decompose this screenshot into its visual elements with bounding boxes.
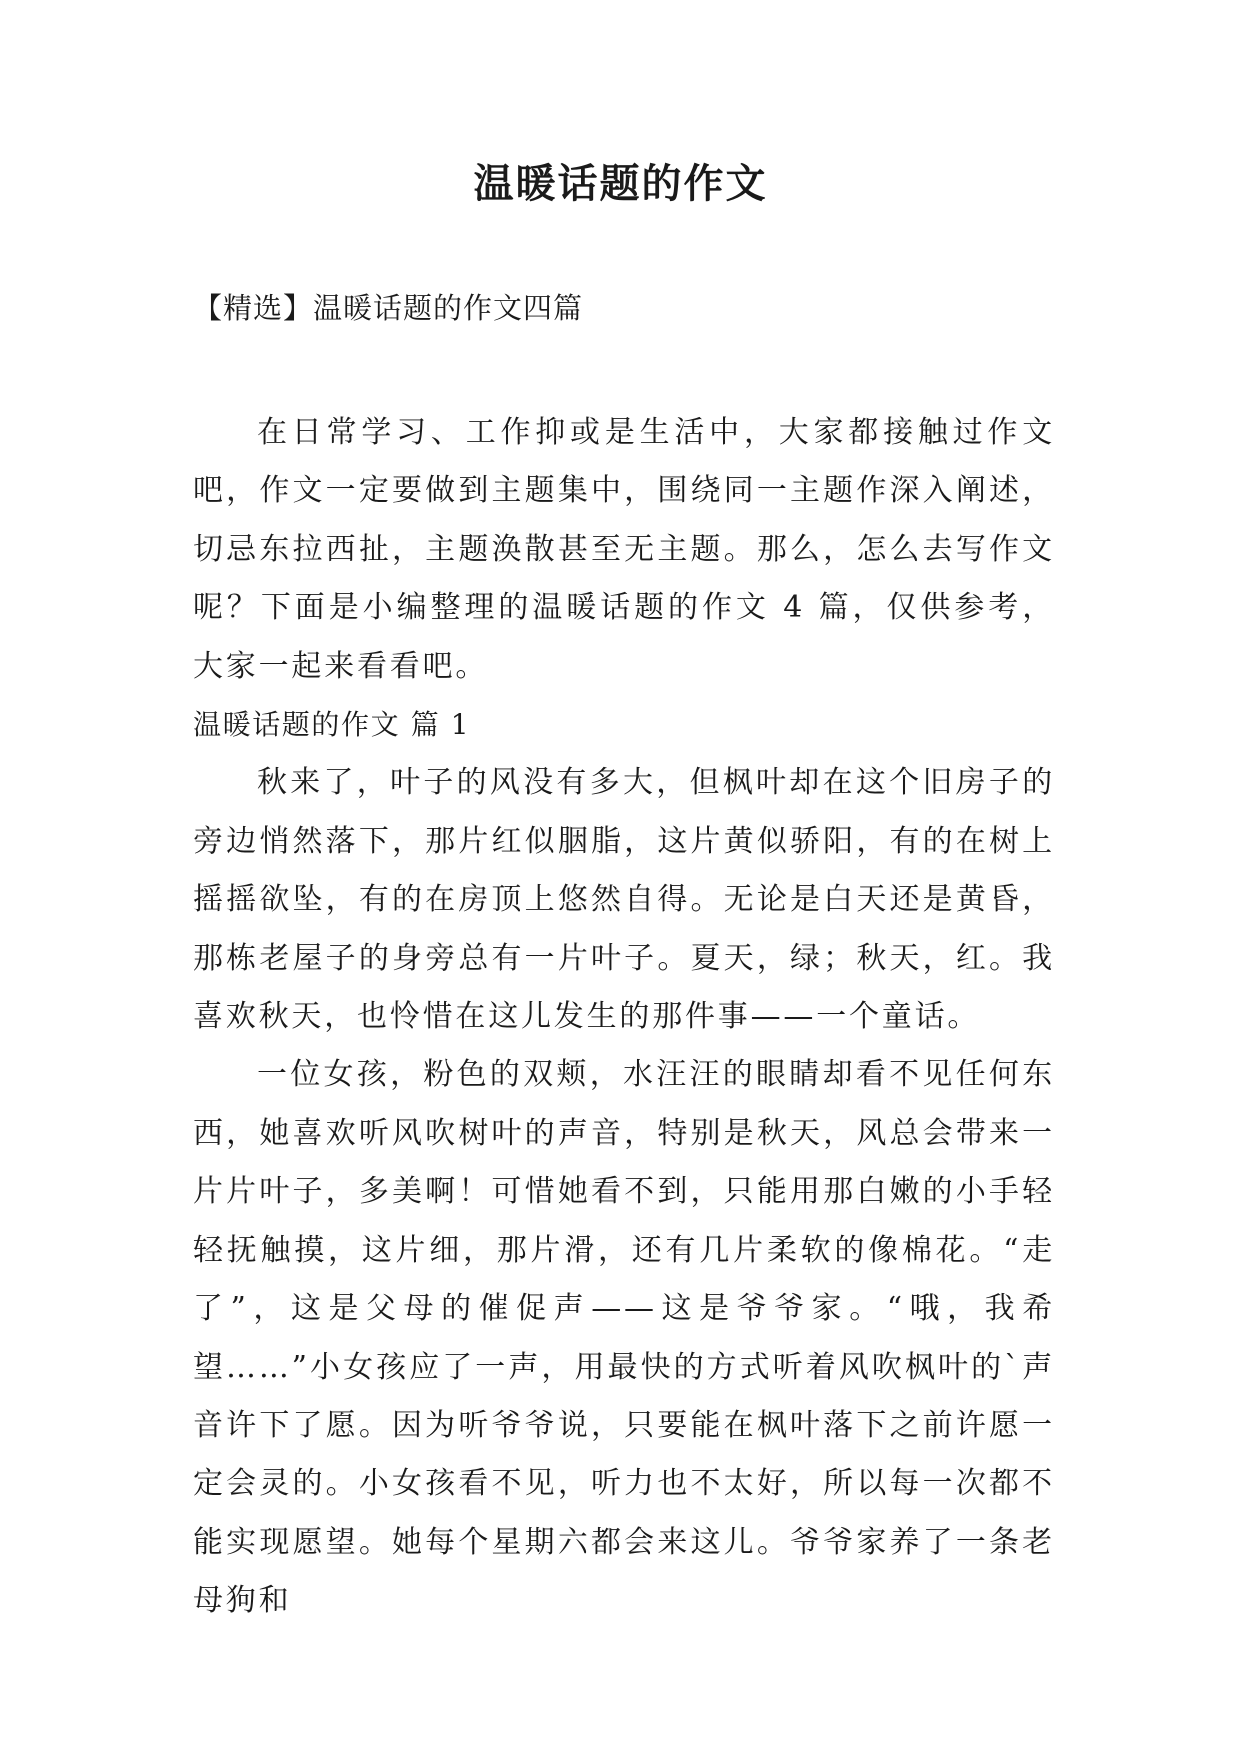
document-title: 温暖话题的作文	[473, 160, 768, 207]
document-body	[193, 404, 1055, 1631]
document-subtitle: 【精选】温暖话题的作文四篇	[193, 291, 584, 325]
section-heading: 温暖话题的作文 篇 1	[193, 708, 471, 742]
body-paragraph: 秋来了，叶子的风没有多大，但枫叶却在这个旧房子的旁边悄然落下，那片红似胭脂，这片黄似骄阳，有的在树上摇摇欲坠，有的在房顶上悠然自得。无论是白天还是黄昏，那栋老屋子的身旁总有一片叶子。夏天，绿；秋天，红。我喜欢秋天，也怜惜在这儿发生的那件事——一个童话。	[193, 765, 1055, 1035]
body-paragraph: 一位女孩，粉色的双颊，水汪汪的眼睛却看不见任何东西，她喜欢听风吹树叶的声音，特别是秋天，风总会带来一片片叶子，多美啊！可惜她看不到，只能用那白嫩的小手轻轻抚触摸，这片细，那片滑，还有几片柔软的像棉花。“走了”，这是父母的催促声——这是爷爷家。“哦，我希望……”小女孩应了一声，用最快的方式听着风吹枫叶的`声音许下了愿。因为听爷爷说，只要能在枫叶落下之前许愿一定会灵的。小女孩看不见，听力也不太好，所以每一次都不能实现愿望。她每个星期六都会来这儿。爷爷家养了一条老母狗和	[193, 1057, 1055, 1619]
intro-paragraph: 在日常学习、工作抑或是生活中，大家都接触过作文吧，作文一定要做到主题集中，围绕同一主题作深入阐述，切忌东拉西扯，主题涣散甚至无主题。那么，怎么去写作文呢？下面是小编整理的温暖话题的作文 4 篇，仅供参考，大家一起来看看吧。	[193, 415, 1055, 684]
